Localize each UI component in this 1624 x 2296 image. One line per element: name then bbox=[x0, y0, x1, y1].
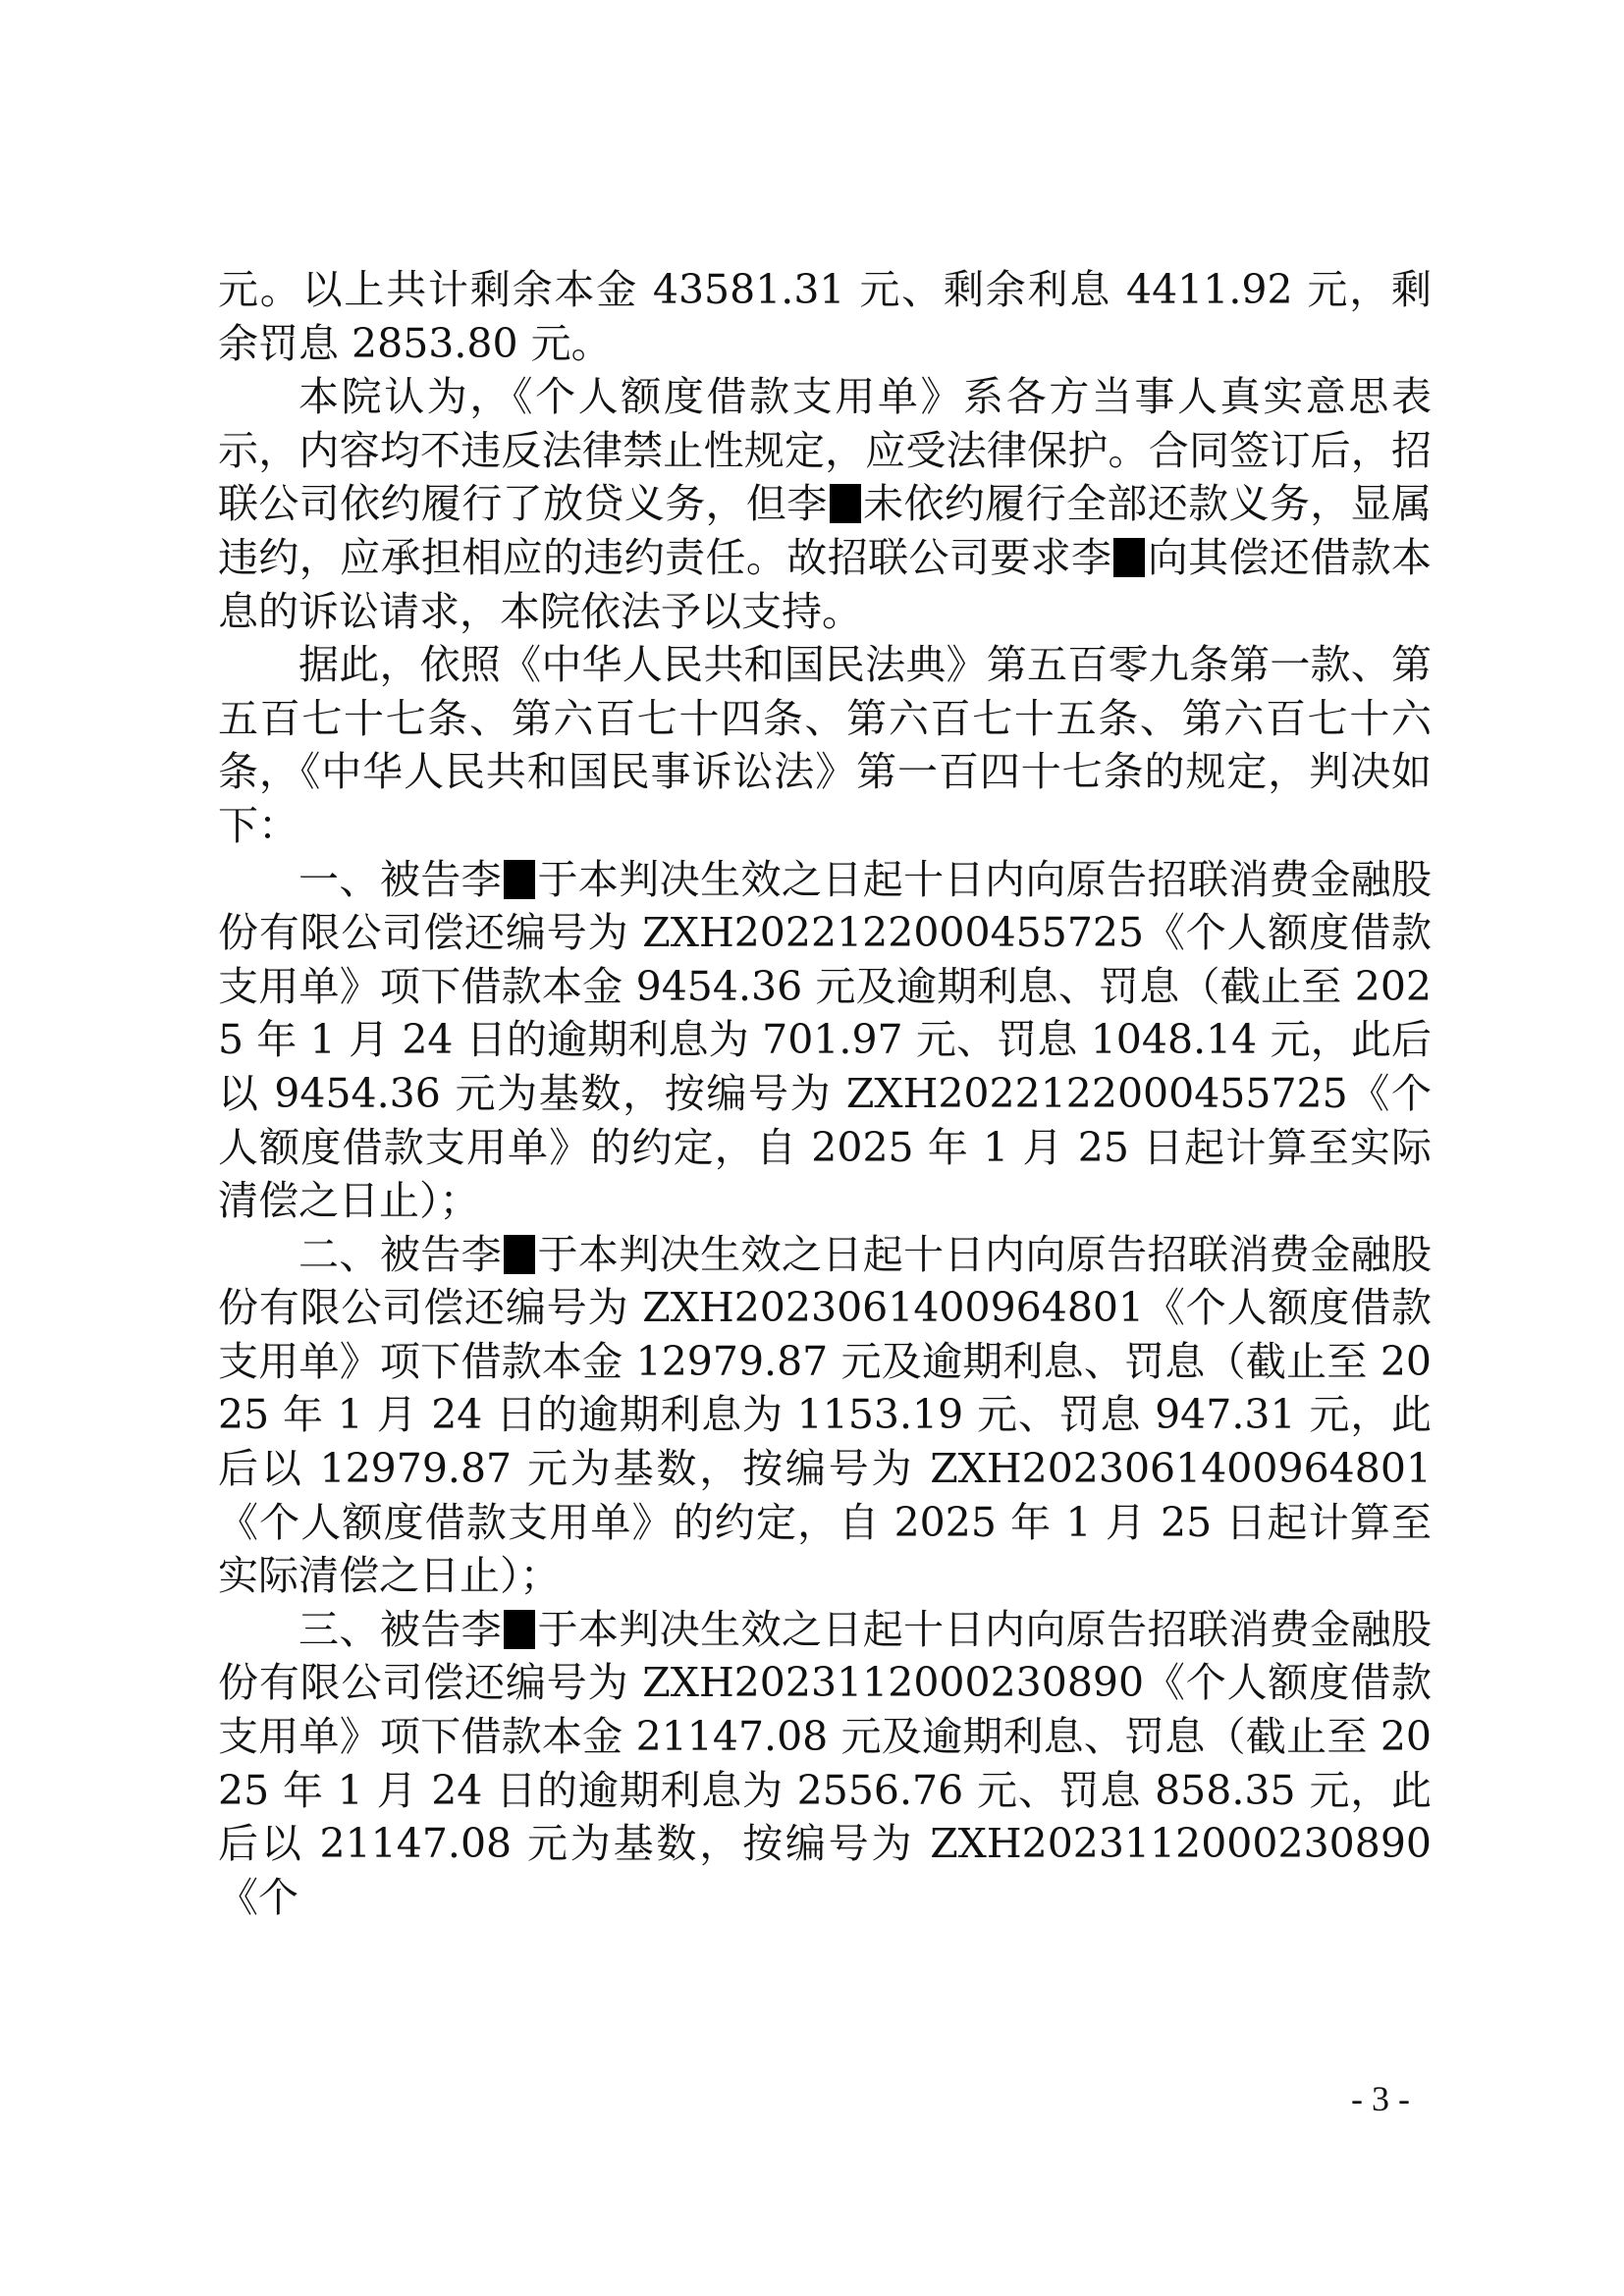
redaction-block bbox=[504, 860, 535, 899]
paragraph-court-opinion bbox=[218, 370, 1432, 638]
paragraph-judgment-item-1 bbox=[218, 853, 1432, 1228]
paragraph-judgment-item-3 bbox=[218, 1603, 1432, 1925]
paragraph-text: 于本判决生效之日起十日内向原告招联消费金融股份有限公司偿还编号为 ZXH2023112000230890《个人额度借款支用单》项下借款本金 21147.08 元及逾期利息、罚息（截止至 2025 年 1 月 24 日的逾期利息为 2556.76 元、罚息 858.35 元，此后以 21147.08 元为基数，按编号为 ZXH2023112000230890《个 bbox=[218, 1605, 1433, 1921]
paragraph-remaining-totals bbox=[218, 263, 1432, 370]
paragraph-judgment-item-2 bbox=[218, 1228, 1432, 1603]
paragraph-text: 本院认为，《个人额度借款支用单》系各方当事人真实意思表示，内容均不违反法律禁止性规定，应受法律保护。合同签订后，招联公司依约履行了放贷义务，但李 bbox=[218, 373, 1432, 528]
redaction-block bbox=[830, 484, 861, 523]
paragraph-text: 据此，依照《中华人民共和国民法典》第五百零九条第一款、第五百七十七条、第六百七十四条、第六百七十五条、第六百七十六条，《中华人民共和国民事诉讼法》第一百四十七条的规定，判决如下： bbox=[218, 641, 1432, 849]
paragraph-text: 向其偿还借款本息的诉讼请求，本院依法予以支持。 bbox=[218, 533, 1432, 635]
paragraph-text: 一、被告李 bbox=[298, 855, 503, 903]
paragraph-text: 于本判决生效之日起十日内向原告招联消费金融股份有限公司偿还编号为 ZXH2022122000455725《个人额度借款支用单》项下借款本金 9454.36 元及逾期利息、罚息（截止至 2025 年 1 月 24 日的逾期利息为 701.97 元、罚息 1048.14 元，此后以 9454.36 元为基数，按编号为 ZXH2022122000455725《个人额度借款支用单》的约定，自 2025 年 1 月 25 日起计算至实际清偿之日止）； bbox=[218, 855, 1433, 1225]
paragraph-text: 于本判决生效之日起十日内向原告招联消费金融股份有限公司偿还编号为 ZXH2023061400964801《个人额度借款支用单》项下借款本金 12979.87 元及逾期利息、罚息（截止至 2025 年 1 月 24 日的逾期利息为 1153.19 元、罚息 947.31 元，此后以 12979.87 元为基数，按编号为 ZXH2023061400964801《个人额度借款支用单》的约定，自 2025 年 1 月 25 日起计算至实际清偿之日止）； bbox=[218, 1230, 1433, 1600]
paragraph-text: 三、被告李 bbox=[298, 1605, 503, 1653]
redaction-block bbox=[504, 1610, 535, 1649]
paragraph-text: 未依约履行全部还款义务，显属违约，应承担相应的违约责任。故招联公司要求李 bbox=[218, 480, 1433, 581]
redaction-block bbox=[504, 1235, 535, 1274]
paragraph-legal-basis bbox=[218, 638, 1432, 852]
redaction-block bbox=[1113, 538, 1145, 577]
page-number: - 3 - bbox=[1351, 2079, 1410, 2118]
paragraph-text: 二、被告李 bbox=[298, 1230, 503, 1278]
document-body bbox=[218, 263, 1432, 1924]
paragraph-text: 元。以上共计剩余本金 43581.31 元、剩余利息 4411.92 元，剩余罚息 2853.80 元。 bbox=[218, 266, 1432, 367]
